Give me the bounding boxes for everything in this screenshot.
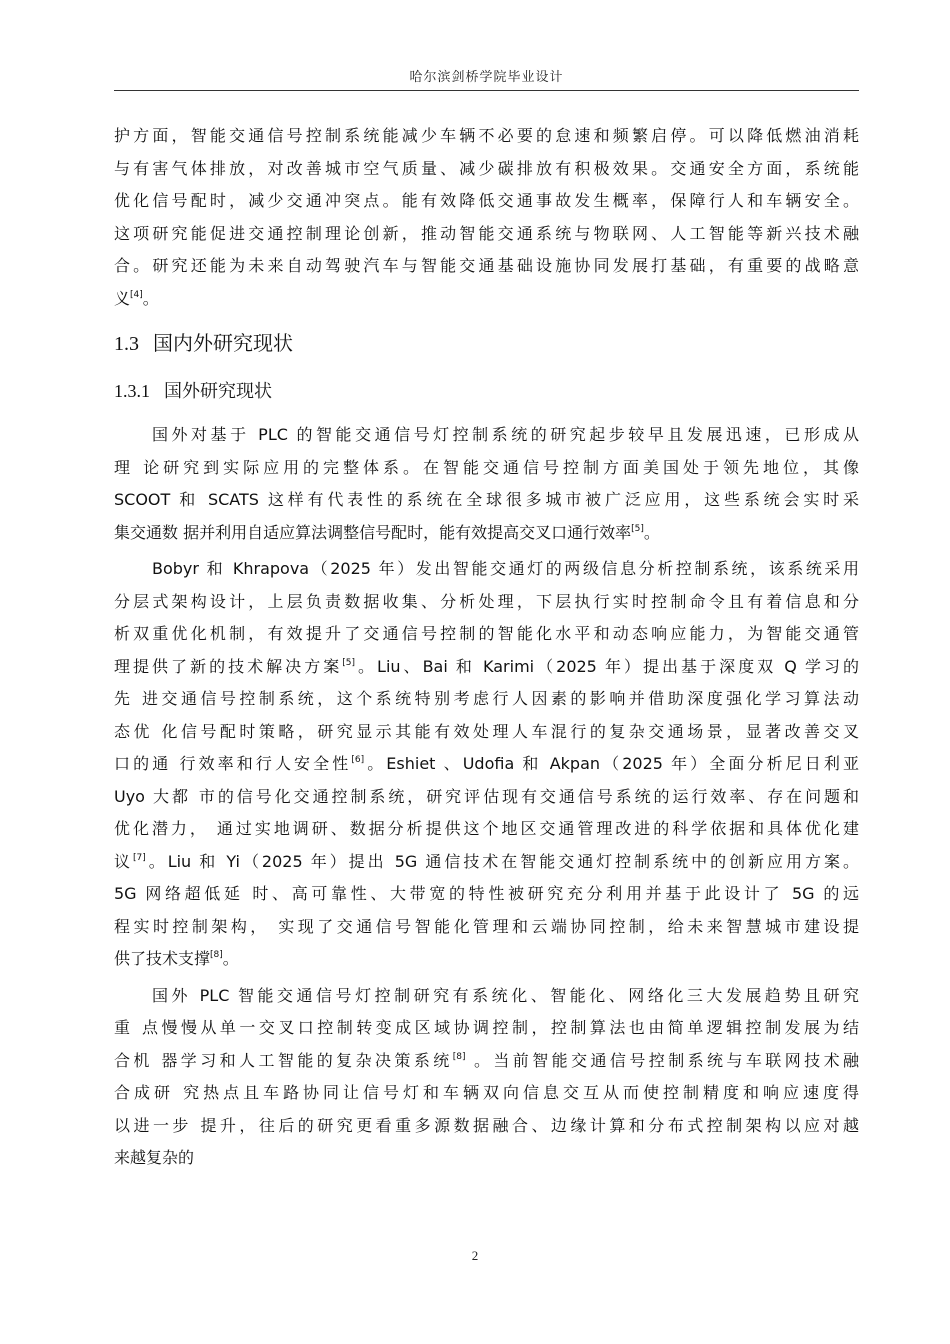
text-line: 护方面，智能交通信号控制系统能减少车辆不必要的怠速和频繁启停。可以降低燃油消耗 [114, 126, 859, 145]
text-fragment: 义 [114, 288, 131, 308]
text-line: 合成研 究热点且车路协同让信号灯和车辆双向信息交互从而使控制精度和响应速度得 [114, 1083, 859, 1102]
text-fragment: 理提供了新的技术解决方案 [114, 656, 343, 676]
text-line: 重 点慢慢从单一交叉口控制转变成区域协调控制，控制算法也由简单逻辑控制发展为结 [114, 1018, 859, 1037]
text-fragment: 。Eshiet 、Udofia 和 Akpan（2025 年）全面分析尼日利亚 [364, 754, 859, 773]
text-fragment: 供了技术支撑 [114, 949, 211, 968]
text-fragment: 。Liu 和 Yi（2025 年）提出 5G 通信技术在智能交通灯控制系统中的创新应用方案。 [145, 851, 859, 871]
paragraph-literature-review [114, 553, 864, 976]
citation-ref: [4] [130, 289, 143, 300]
text-line [114, 943, 859, 976]
text-line [114, 651, 859, 684]
text-fragment: 议 [114, 851, 133, 871]
text-line: 来越复杂的 [114, 1148, 195, 1167]
text-line [114, 283, 859, 316]
text-fragment: 。 [142, 288, 159, 308]
text-fragment: 。 [222, 949, 239, 968]
text-fragment: 合机 器学习和人工智能的复杂决策系统 [114, 1050, 453, 1070]
paragraph-trends [114, 980, 864, 1175]
text-line: 析双重优化机制，有效提升了交通信号控制的智能化水平和动态响应能力，为智能交通管 [114, 624, 859, 643]
subsection-title: 国外研究现状 [164, 381, 272, 402]
text-line: 5G 网络超低延 时、高可靠性、大带宽的特性被研究充分利用并基于此设计了 5G 的远 [114, 884, 859, 903]
text-line: 先 进交通信号控制系统，这个系统特别考虑行人因素的影响并借助深度强化学习算法动 [114, 689, 859, 708]
page-header-title: 哈尔滨剑桥学院毕业设计 [409, 70, 564, 85]
paragraph-continuation [114, 120, 864, 315]
text-line: SCOOT 和 SCATS 这样有代表性的系统在全球很多城市被广泛应用，这些系统会实时采 [114, 490, 859, 509]
text-line [114, 748, 859, 781]
subsection-number: 1.3.1 [114, 381, 150, 401]
text-line: 合。研究还能为未来自动驾驶汽车与智能交通基础设施协同发展打基础，有重要的战略意 [114, 256, 859, 275]
text-line: 分层式架构设计，上层负责数据收集、分析处理，下层执行实时控制命令且有着信息和分 [114, 591, 859, 611]
text-line [114, 1045, 859, 1078]
citation-ref: [8] [452, 1051, 466, 1062]
section-title: 国内外研究现状 [153, 331, 293, 355]
citation-ref: [8] [210, 950, 223, 960]
header-rule [114, 90, 859, 91]
paragraph-foreign-overview [114, 419, 864, 549]
text-line: 国外 PLC 智能交通信号灯控制研究有系统化、智能化、网络化三大发展趋势且研究 [152, 985, 859, 1005]
text-fragment: 。当前智能交通信号控制系统与车联网技术融 [465, 1050, 859, 1070]
text-fragment: 。Liu、Bai 和 Karimi（2025 年）提出基于深度双 Q 学习的 [355, 656, 859, 676]
text-line [114, 517, 859, 550]
citation-ref: [5] [342, 657, 355, 668]
section-heading [114, 323, 864, 371]
text-line: 与有害气体排放，对改善城市空气质量、减少碳排放有积极效果。交通安全方面，系统能 [114, 158, 859, 178]
text-line: 优化信号配时，减少交通冲突点。能有效降低交通事故发生概率，保障行人和车辆安全。 [114, 191, 859, 210]
text-line: 以进一步 提升，往后的研究更看重多源数据融合、边缘计算和分布式控制架构以应对越 [114, 1115, 859, 1135]
page-number: 2 [471, 1248, 479, 1263]
subsection-heading [114, 371, 864, 415]
body-content [114, 120, 864, 1175]
text-line: 这项研究能促进交通控制理论创新，推动智能交通系统与物联网、人工智能等新兴技术融 [114, 223, 859, 243]
text-line: 态优 化信号配时策略，研究显示其能有效处理人车混行的复杂交通场景，显著改善交叉 [114, 721, 859, 741]
text-line: Bobyr 和 Khrapova（2025 年）发出智能交通灯的两级信息分析控制系统，该系统采用 [152, 559, 859, 578]
text-fragment: 。 [643, 522, 660, 542]
citation-ref: [5] [631, 523, 644, 534]
text-fragment: 集交通数 据并利用自适应算法调整信号配时，能有效提高交叉口通行效率 [114, 522, 632, 542]
text-line: 优化潜力， 通过实地调研、数据分析提供这个地区交通管理改进的科学依据和具体优化建 [114, 819, 859, 838]
text-line [114, 846, 859, 879]
text-line: Uyo 大都 市的信号化交通控制系统，研究评估现有交通信号系统的运行效率、存在问题和 [114, 786, 859, 806]
text-line: 理 论研究到实际应用的完整体系。在智能交通信号控制方面美国处于领先地位，其像 [114, 457, 859, 477]
text-fragment: 口的通 行效率和行人安全性 [114, 754, 352, 773]
text-line: 国外对基于 PLC 的智能交通信号灯控制系统的研究起步较早且发展迅速，已形成从 [152, 425, 859, 444]
citation-ref: [6] [351, 755, 365, 765]
text-line: 程实时控制架构， 实现了交通信号智能化管理和云端协同控制，给未来智慧城市建设提 [114, 916, 859, 936]
section-number: 1.3 [114, 333, 139, 355]
citation-ref: [7] [132, 852, 146, 863]
